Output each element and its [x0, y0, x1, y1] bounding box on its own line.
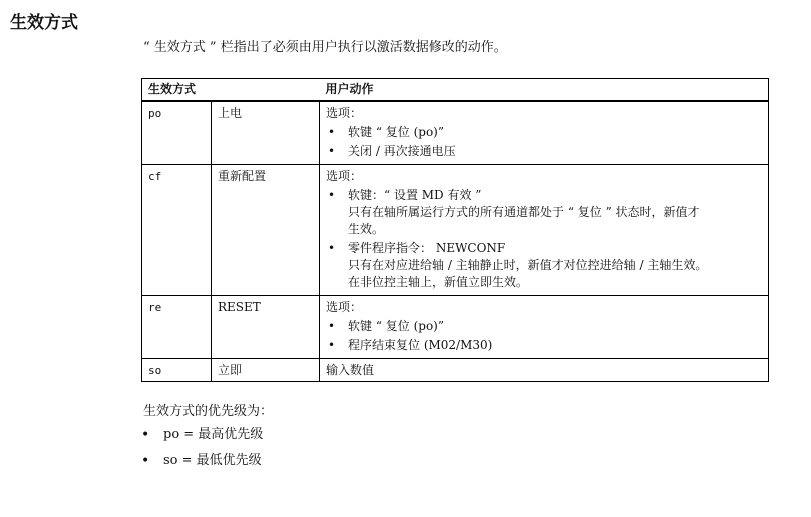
list-item-text: 程序结束复位 (M02/M30)	[348, 338, 493, 352]
user-action-list	[326, 318, 762, 354]
user-action-cell	[320, 165, 769, 296]
list-item	[326, 337, 762, 354]
table-row	[142, 296, 769, 359]
priority-list	[141, 424, 263, 476]
header-effect-mode: 生效方式	[142, 79, 320, 102]
list-item	[326, 318, 762, 335]
bullet-icon: •	[328, 125, 336, 139]
table-header-row	[142, 79, 769, 102]
effect-code: cf	[142, 165, 212, 296]
list-item-text: 软键：“ 设置 MD 有效 ”	[348, 188, 482, 202]
user-action-lead: 选项：	[326, 169, 363, 183]
table-body	[142, 101, 769, 382]
effect-code: so	[142, 359, 212, 382]
user-action-list	[326, 124, 762, 160]
priority-text: so = 最低优先级	[163, 453, 262, 468]
bullet-icon: •	[328, 241, 336, 255]
effect-name: RESET	[212, 296, 320, 359]
bullet-icon: •	[328, 144, 336, 158]
list-item-note: 在非位控主轴上，新值立即生效。	[348, 275, 529, 289]
list-item-text: 关闭 / 再次接通电压	[348, 144, 456, 158]
list-item	[326, 124, 762, 141]
bullet-icon: •	[141, 453, 150, 469]
user-action-lead: 输入数值	[326, 363, 375, 377]
priority-intro: 生效方式的优先级为：	[143, 404, 274, 419]
list-item-text: 零件程序指令： NEWCONF	[348, 241, 506, 255]
table-row	[142, 101, 769, 165]
effect-name: 上电	[212, 101, 320, 165]
user-action-lead: 选项：	[326, 106, 363, 120]
user-action-lead: 选项：	[326, 300, 363, 314]
priority-item	[141, 424, 263, 450]
list-item-note: 只有在轴所属运行方式的所有通道都处于 “ 复位 ” 状态时，新值才	[348, 205, 700, 219]
effect-name: 立即	[212, 359, 320, 382]
effect-table	[141, 78, 769, 382]
effect-code: po	[142, 101, 212, 165]
table-row	[142, 359, 769, 382]
user-action-cell	[320, 296, 769, 359]
list-item	[326, 187, 762, 238]
list-item-text: 软键 “ 复位 (po)”	[348, 125, 444, 139]
table-row	[142, 165, 769, 296]
effect-name: 重新配置	[212, 165, 320, 296]
user-action-list	[326, 187, 762, 291]
list-item-note: 生效。	[348, 222, 385, 236]
priority-item	[141, 450, 263, 476]
user-action-cell	[320, 359, 769, 382]
bullet-icon: •	[141, 427, 150, 443]
bullet-icon: •	[328, 319, 336, 333]
header-user-action: 用户动作	[320, 79, 769, 102]
list-item-text: 软键 “ 复位 (po)”	[348, 319, 444, 333]
priority-text: po = 最高优先级	[163, 427, 264, 442]
bullet-icon: •	[328, 338, 336, 352]
effect-code: re	[142, 296, 212, 359]
user-action-cell	[320, 101, 769, 165]
list-item	[326, 240, 762, 291]
list-item-note: 只有在对应进给轴 / 主轴静止时，新值才对位控进给轴 / 主轴生效。	[348, 258, 708, 272]
page-heading: 生效方式	[10, 13, 78, 33]
bullet-icon: •	[328, 188, 336, 202]
list-item	[326, 143, 762, 160]
intro-text: “ 生效方式 ” 栏指出了必须由用户执行以激活数据修改的动作。	[143, 40, 507, 55]
